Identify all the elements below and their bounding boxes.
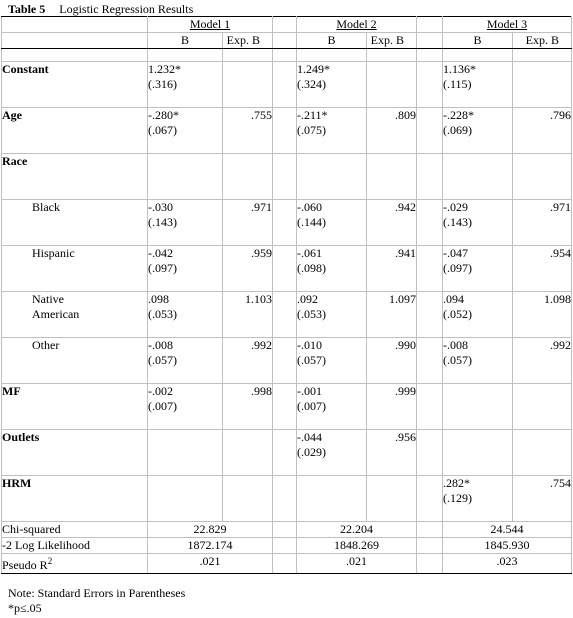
model-1-title: Model 1 bbox=[148, 17, 273, 33]
odds-ratio-cell: .954 bbox=[513, 246, 572, 292]
model-1-b-header: B bbox=[148, 33, 223, 49]
odds-ratio-cell: .971 bbox=[223, 200, 273, 246]
coefficient-cell bbox=[297, 430, 367, 476]
coefficient-cell bbox=[443, 292, 513, 338]
coefficient-cell bbox=[443, 108, 513, 154]
odds-ratio-cell: 1.097 bbox=[367, 292, 417, 338]
gap-cell bbox=[273, 246, 297, 292]
standard-error-value: (.029) bbox=[297, 445, 326, 459]
coefficient-cell bbox=[148, 476, 223, 522]
coefficient-value: -.280* bbox=[148, 108, 179, 122]
coefficient-value: -.047 bbox=[443, 246, 468, 260]
coefficient-cell bbox=[297, 108, 367, 154]
odds-ratio-cell: .959 bbox=[223, 246, 273, 292]
standard-error-value: (.057) bbox=[443, 353, 472, 367]
odds-ratio-cell bbox=[513, 62, 572, 108]
model-3-title: Model 3 bbox=[443, 17, 572, 33]
stat-label bbox=[2, 522, 148, 538]
coefficient-cell bbox=[297, 384, 367, 430]
gap-cell bbox=[417, 246, 443, 292]
gap-cell bbox=[273, 430, 297, 476]
table-notes bbox=[8, 586, 185, 616]
stat-value: 24.544 bbox=[443, 522, 572, 538]
coefficient-cell bbox=[297, 154, 367, 200]
standard-error-value: (.057) bbox=[297, 353, 326, 367]
gap-cell bbox=[417, 154, 443, 200]
coefficient-cell bbox=[443, 200, 513, 246]
standard-error-value: (.098) bbox=[297, 261, 326, 275]
coefficient-cell bbox=[148, 108, 223, 154]
coefficient-value: -.211* bbox=[297, 108, 328, 122]
row-label: MF bbox=[2, 384, 148, 430]
table-row bbox=[2, 246, 572, 292]
coefficient-value: -.002 bbox=[148, 384, 173, 398]
stat-label-text: -2 Log Likelihood bbox=[2, 538, 90, 552]
row-label: Native American bbox=[2, 292, 148, 338]
table-row bbox=[2, 292, 572, 338]
odds-ratio-cell: .971 bbox=[513, 200, 572, 246]
coefficient-cell bbox=[148, 430, 223, 476]
odds-ratio-cell: .754 bbox=[513, 476, 572, 522]
gap-cell bbox=[417, 200, 443, 246]
stat-row bbox=[2, 522, 572, 538]
standard-error-value: (.069) bbox=[443, 123, 472, 137]
coefficient-cell bbox=[297, 476, 367, 522]
stat-label-text: Chi-squared bbox=[2, 522, 61, 536]
coefficient-cell bbox=[148, 246, 223, 292]
standard-error-value: (.143) bbox=[148, 215, 177, 229]
row-label: Age bbox=[2, 108, 148, 154]
gap-cell bbox=[417, 108, 443, 154]
stat-value: 1845.930 bbox=[443, 538, 572, 554]
coefficient-value: -.060 bbox=[297, 200, 322, 214]
gap-cell bbox=[273, 538, 297, 554]
gap-cell bbox=[417, 430, 443, 476]
table-row bbox=[2, 154, 572, 200]
standard-errors-note: Note: Standard Errors in Parentheses bbox=[8, 586, 186, 600]
coefficient-cell bbox=[443, 338, 513, 384]
standard-error-value: (.053) bbox=[148, 307, 177, 321]
coefficient-value: 1.232* bbox=[148, 62, 181, 76]
standard-error-value: (.316) bbox=[148, 77, 177, 91]
stat-label-text: Pseudo R bbox=[2, 558, 48, 572]
standard-error-value: (.097) bbox=[443, 261, 472, 275]
column-header-row bbox=[2, 33, 572, 49]
stat-value: 22.829 bbox=[148, 522, 273, 538]
stat-value: 22.204 bbox=[297, 522, 417, 538]
odds-ratio-cell: .990 bbox=[367, 338, 417, 384]
coefficient-cell bbox=[443, 154, 513, 200]
coefficient-cell bbox=[443, 246, 513, 292]
coefficient-cell bbox=[297, 246, 367, 292]
coefficient-value: -.228* bbox=[443, 108, 474, 122]
stat-row bbox=[2, 538, 572, 554]
coefficient-cell bbox=[148, 384, 223, 430]
gap-cell bbox=[273, 200, 297, 246]
table-row bbox=[2, 62, 572, 108]
coefficient-cell bbox=[297, 200, 367, 246]
row-label: HRM bbox=[2, 476, 148, 522]
coefficient-cell bbox=[443, 62, 513, 108]
regression-table bbox=[1, 16, 572, 574]
gap-cell bbox=[273, 62, 297, 108]
stat-value: .021 bbox=[297, 554, 417, 574]
model-1-exp-header: Exp. B bbox=[223, 33, 273, 49]
coefficient-cell bbox=[148, 200, 223, 246]
standard-error-value: (.143) bbox=[443, 215, 472, 229]
odds-ratio-cell: .755 bbox=[223, 108, 273, 154]
table-number: Table 5 bbox=[8, 2, 46, 16]
coefficient-value: .098 bbox=[148, 292, 169, 306]
gap-cell bbox=[273, 338, 297, 384]
odds-ratio-cell bbox=[513, 384, 572, 430]
standard-error-value: (.097) bbox=[148, 261, 177, 275]
stat-label bbox=[2, 538, 148, 554]
spacer-row bbox=[2, 49, 572, 62]
coefficient-value: -.008 bbox=[443, 338, 468, 352]
model-3-b-header: B bbox=[443, 33, 513, 49]
standard-error-value: (.007) bbox=[148, 399, 177, 413]
table-row bbox=[2, 338, 572, 384]
row-label: Race bbox=[2, 154, 148, 200]
stat-value: .023 bbox=[443, 554, 572, 574]
odds-ratio-cell: .942 bbox=[367, 200, 417, 246]
standard-error-value: (.052) bbox=[443, 307, 472, 321]
coefficient-value: -.008 bbox=[148, 338, 173, 352]
coefficient-value: 1.249* bbox=[297, 62, 330, 76]
significance-note: *p≤.05 bbox=[8, 601, 42, 615]
coefficient-cell bbox=[443, 384, 513, 430]
standard-error-value: (.053) bbox=[297, 307, 326, 321]
coefficient-cell bbox=[297, 338, 367, 384]
standard-error-value: (.129) bbox=[443, 491, 472, 505]
odds-ratio-cell: .998 bbox=[223, 384, 273, 430]
coefficient-value: .094 bbox=[443, 292, 464, 306]
coefficient-cell bbox=[297, 292, 367, 338]
coefficient-cell bbox=[148, 338, 223, 384]
stat-row bbox=[2, 554, 572, 574]
odds-ratio-cell bbox=[223, 476, 273, 522]
table-row bbox=[2, 476, 572, 522]
gap-cell bbox=[273, 384, 297, 430]
coefficient-cell bbox=[443, 476, 513, 522]
odds-ratio-cell: .956 bbox=[367, 430, 417, 476]
odds-ratio-cell bbox=[367, 62, 417, 108]
coefficient-cell bbox=[148, 62, 223, 108]
gap-cell bbox=[417, 522, 443, 538]
coefficient-value: -.010 bbox=[297, 338, 322, 352]
stat-value: .021 bbox=[148, 554, 273, 574]
table-row bbox=[2, 430, 572, 476]
row-label: Constant bbox=[2, 62, 148, 108]
gap-cell bbox=[417, 62, 443, 108]
gap-cell bbox=[417, 292, 443, 338]
odds-ratio-cell bbox=[223, 62, 273, 108]
table-row bbox=[2, 108, 572, 154]
coefficient-value: -.061 bbox=[297, 246, 322, 260]
odds-ratio-cell: .809 bbox=[367, 108, 417, 154]
model-2-title: Model 2 bbox=[297, 17, 417, 33]
coefficient-cell bbox=[148, 292, 223, 338]
gap-cell bbox=[273, 554, 297, 574]
odds-ratio-cell bbox=[223, 154, 273, 200]
coefficient-value: -.029 bbox=[443, 200, 468, 214]
coefficient-value: -.042 bbox=[148, 246, 173, 260]
gap-cell bbox=[273, 154, 297, 200]
odds-ratio-cell bbox=[223, 430, 273, 476]
gap-cell bbox=[417, 384, 443, 430]
standard-error-value: (.324) bbox=[297, 77, 326, 91]
row-label: Outlets bbox=[2, 430, 148, 476]
odds-ratio-cell: .941 bbox=[367, 246, 417, 292]
row-label: Other bbox=[2, 338, 148, 384]
standard-error-value: (.075) bbox=[297, 123, 326, 137]
odds-ratio-cell bbox=[367, 154, 417, 200]
row-label: Black bbox=[2, 200, 148, 246]
coefficient-cell bbox=[148, 154, 223, 200]
odds-ratio-cell bbox=[513, 154, 572, 200]
stat-value: 1872.174 bbox=[148, 538, 273, 554]
gap-cell bbox=[417, 538, 443, 554]
coefficient-value: .282* bbox=[443, 476, 470, 490]
coefficient-value: .092 bbox=[297, 292, 318, 306]
odds-ratio-cell: .999 bbox=[367, 384, 417, 430]
coefficient-value: -.030 bbox=[148, 200, 173, 214]
odds-ratio-cell bbox=[367, 476, 417, 522]
model-2-b-header: B bbox=[297, 33, 367, 49]
stat-label-superscript: 2 bbox=[47, 556, 53, 566]
table-row bbox=[2, 384, 572, 430]
model-header-row bbox=[2, 17, 572, 33]
gap-cell bbox=[417, 338, 443, 384]
standard-error-value: (.057) bbox=[148, 353, 177, 367]
standard-error-value: (.115) bbox=[443, 77, 472, 91]
table-caption bbox=[8, 2, 193, 17]
odds-ratio-cell bbox=[513, 430, 572, 476]
model-2-exp-header: Exp. B bbox=[367, 33, 417, 49]
standard-error-value: (.144) bbox=[297, 215, 326, 229]
odds-ratio-cell: 1.103 bbox=[223, 292, 273, 338]
stat-value: 1848.269 bbox=[297, 538, 417, 554]
model-3-exp-header: Exp. B bbox=[513, 33, 572, 49]
odds-ratio-cell: .796 bbox=[513, 108, 572, 154]
gap-cell bbox=[273, 476, 297, 522]
table-row bbox=[2, 200, 572, 246]
coefficient-cell bbox=[297, 62, 367, 108]
coefficient-value: -.044 bbox=[297, 430, 322, 444]
standard-error-value: (.007) bbox=[297, 399, 326, 413]
coefficient-value: 1.136* bbox=[443, 62, 476, 76]
coefficient-value: -.001 bbox=[297, 384, 322, 398]
gap-cell bbox=[417, 554, 443, 574]
gap-cell bbox=[417, 476, 443, 522]
coefficient-cell bbox=[443, 430, 513, 476]
stat-label bbox=[2, 554, 148, 574]
gap-cell bbox=[273, 108, 297, 154]
table-title: Logistic Regression Results bbox=[59, 2, 194, 16]
standard-error-value: (.067) bbox=[148, 123, 177, 137]
gap-cell bbox=[273, 292, 297, 338]
odds-ratio-cell: .992 bbox=[513, 338, 572, 384]
odds-ratio-cell: 1.098 bbox=[513, 292, 572, 338]
row-label: Hispanic bbox=[2, 246, 148, 292]
odds-ratio-cell: .992 bbox=[223, 338, 273, 384]
gap-cell bbox=[273, 522, 297, 538]
